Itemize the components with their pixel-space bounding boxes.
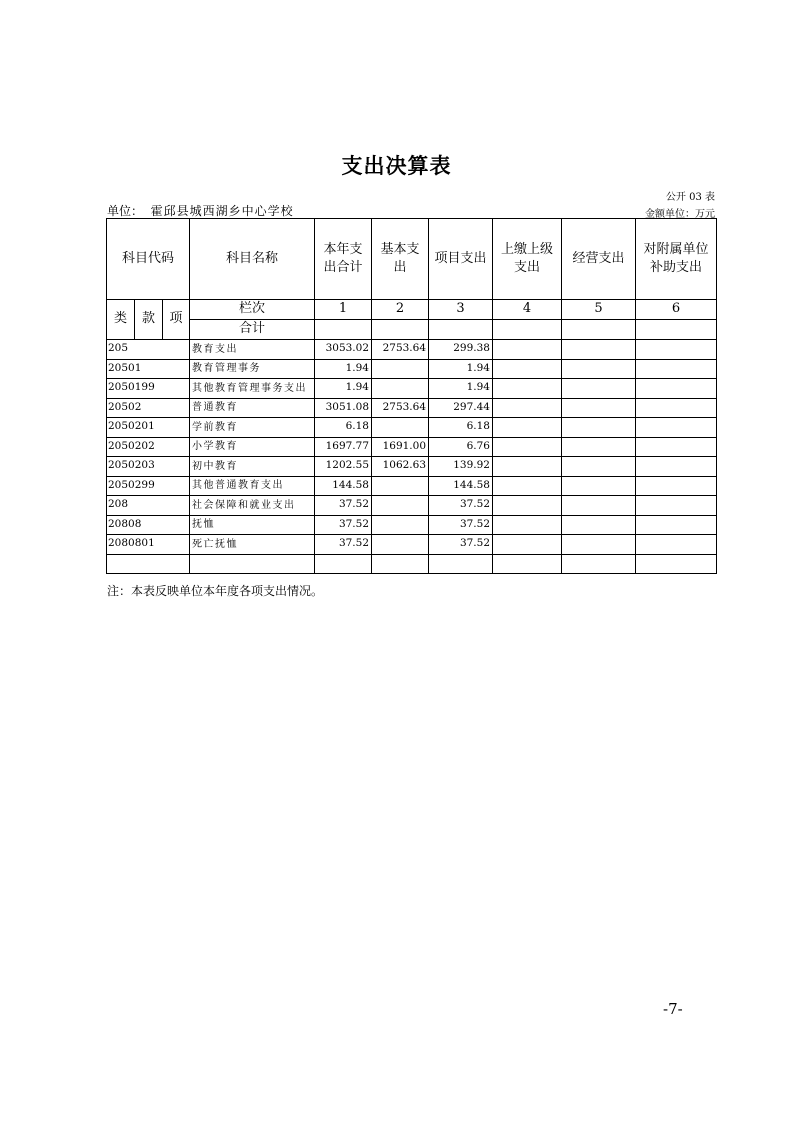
business-cell — [562, 418, 636, 438]
total-cell: 1202.55 — [315, 457, 372, 477]
total-cell: 1.94 — [315, 379, 372, 399]
subsidiary-cell — [636, 379, 717, 399]
empty-cell — [636, 320, 717, 340]
header-xiang: 项 — [163, 300, 190, 340]
subject-code-cell: 20501 — [107, 359, 190, 379]
page-number: -7- — [663, 1000, 683, 1018]
table-row — [107, 515, 717, 535]
project-cell: 37.52 — [429, 515, 493, 535]
business-cell — [562, 379, 636, 399]
subject-code-cell: 2050202 — [107, 437, 190, 457]
total-cell: 37.52 — [315, 496, 372, 516]
total-row — [107, 320, 717, 340]
subject-code-cell: 20808 — [107, 515, 190, 535]
upper-cell — [493, 515, 562, 535]
subject-name-cell: 小学教育 — [190, 437, 315, 457]
upper-cell — [493, 340, 562, 360]
header-kuan: 款 — [135, 300, 163, 340]
subject-name-cell: 教育管理事务 — [190, 359, 315, 379]
basic-cell: 2753.64 — [372, 340, 429, 360]
basic-cell — [372, 515, 429, 535]
project-cell: 144.58 — [429, 476, 493, 496]
table-row — [107, 418, 717, 438]
header-lanci: 栏次 — [190, 300, 315, 320]
business-cell — [562, 457, 636, 477]
column-number-row — [107, 300, 717, 320]
subject-code-cell: 208 — [107, 496, 190, 516]
header-upper: 上缴上级支出 — [493, 219, 562, 300]
business-cell — [562, 340, 636, 360]
basic-cell — [372, 535, 429, 555]
subject-name-cell: 教育支出 — [190, 340, 315, 360]
table-row — [107, 437, 717, 457]
subject-name-cell: 死亡抚恤 — [190, 535, 315, 555]
subsidiary-cell — [636, 554, 717, 574]
subject-code-cell: 2050201 — [107, 418, 190, 438]
col-number: 5 — [562, 300, 636, 320]
total-cell: 37.52 — [315, 515, 372, 535]
subsidiary-cell — [636, 398, 717, 418]
subsidiary-cell — [636, 496, 717, 516]
header-subsidiary: 对附属单位补助支出 — [636, 219, 717, 300]
upper-cell — [493, 535, 562, 555]
upper-cell — [493, 379, 562, 399]
table-row — [107, 496, 717, 516]
basic-cell — [372, 379, 429, 399]
unit-label: 单位： — [107, 204, 144, 218]
empty-cell — [429, 320, 493, 340]
upper-cell — [493, 554, 562, 574]
subject-name-cell: 社会保障和就业支出 — [190, 496, 315, 516]
expenditure-table — [106, 218, 717, 574]
basic-cell — [372, 476, 429, 496]
table-row — [107, 340, 717, 360]
form-number: 公开 03 表 — [665, 192, 715, 203]
project-cell: 6.18 — [429, 418, 493, 438]
upper-cell — [493, 457, 562, 477]
business-cell — [562, 398, 636, 418]
table-row — [107, 398, 717, 418]
empty-cell — [493, 320, 562, 340]
subject-name-cell: 抚恤 — [190, 515, 315, 535]
table-row — [107, 457, 717, 477]
header-heji: 合计 — [190, 320, 315, 340]
subject-name-cell — [190, 554, 315, 574]
header-total: 本年支出合计 — [315, 219, 372, 300]
subject-code-cell: 2050299 — [107, 476, 190, 496]
subject-code-cell — [107, 554, 190, 574]
business-cell — [562, 476, 636, 496]
upper-cell — [493, 359, 562, 379]
unit-line — [107, 202, 294, 219]
subsidiary-cell — [636, 476, 717, 496]
subsidiary-cell — [636, 418, 717, 438]
header-project: 项目支出 — [429, 219, 493, 300]
col-number: 2 — [372, 300, 429, 320]
upper-cell — [493, 476, 562, 496]
business-cell — [562, 437, 636, 457]
project-cell: 299.38 — [429, 340, 493, 360]
page-title: 支出决算表 — [341, 154, 452, 178]
basic-cell — [372, 418, 429, 438]
project-cell — [429, 554, 493, 574]
basic-cell — [372, 496, 429, 516]
total-cell: 37.52 — [315, 535, 372, 555]
table-row — [107, 476, 717, 496]
total-cell: 6.18 — [315, 418, 372, 438]
upper-cell — [493, 496, 562, 516]
subject-name-cell: 其他教育管理事务支出 — [190, 379, 315, 399]
business-cell — [562, 359, 636, 379]
basic-cell — [372, 359, 429, 379]
money-unit: 金额单位：万元 — [645, 209, 715, 220]
table-body — [107, 340, 717, 574]
upper-cell — [493, 437, 562, 457]
table-row — [107, 379, 717, 399]
basic-cell: 1062.63 — [372, 457, 429, 477]
header-business: 经营支出 — [562, 219, 636, 300]
total-cell: 1.94 — [315, 359, 372, 379]
col-number: 3 — [429, 300, 493, 320]
subject-code-cell: 2050203 — [107, 457, 190, 477]
subsidiary-cell — [636, 515, 717, 535]
subsidiary-cell — [636, 457, 717, 477]
table-row — [107, 359, 717, 379]
total-cell: 1697.77 — [315, 437, 372, 457]
total-cell: 144.58 — [315, 476, 372, 496]
project-cell: 37.52 — [429, 535, 493, 555]
empty-cell — [315, 320, 372, 340]
total-cell: 3051.08 — [315, 398, 372, 418]
project-cell: 297.44 — [429, 398, 493, 418]
basic-cell: 1691.00 — [372, 437, 429, 457]
total-cell — [315, 554, 372, 574]
basic-cell — [372, 554, 429, 574]
subject-name-cell: 初中教育 — [190, 457, 315, 477]
subsidiary-cell — [636, 437, 717, 457]
total-cell: 3053.02 — [315, 340, 372, 360]
subsidiary-cell — [636, 340, 717, 360]
header-code: 科目代码 — [107, 219, 190, 300]
table-row — [107, 554, 717, 574]
table-row — [107, 535, 717, 555]
subject-code-cell: 20502 — [107, 398, 190, 418]
business-cell — [562, 496, 636, 516]
project-cell: 139.92 — [429, 457, 493, 477]
business-cell — [562, 554, 636, 574]
subsidiary-cell — [636, 359, 717, 379]
upper-cell — [493, 418, 562, 438]
empty-cell — [562, 320, 636, 340]
subject-code-cell: 2080801 — [107, 535, 190, 555]
project-cell: 1.94 — [429, 379, 493, 399]
subject-code-cell: 205 — [107, 340, 190, 360]
subject-code-cell: 2050199 — [107, 379, 190, 399]
header-basic: 基本支出 — [372, 219, 429, 300]
col-number: 1 — [315, 300, 372, 320]
table-note: 注：本表反映单位本年度各项支出情况。 — [107, 584, 324, 598]
subsidiary-cell — [636, 535, 717, 555]
basic-cell: 2753.64 — [372, 398, 429, 418]
subject-name-cell: 普通教育 — [190, 398, 315, 418]
business-cell — [562, 535, 636, 555]
col-number: 4 — [493, 300, 562, 320]
project-cell: 1.94 — [429, 359, 493, 379]
subject-name-cell: 学前教育 — [190, 418, 315, 438]
col-number: 6 — [636, 300, 717, 320]
header-name: 科目名称 — [190, 219, 315, 300]
project-cell: 6.76 — [429, 437, 493, 457]
upper-cell — [493, 398, 562, 418]
empty-cell — [372, 320, 429, 340]
unit-name: 霍邱县城西湖乡中心学校 — [150, 204, 294, 218]
header-lei: 类 — [107, 300, 135, 340]
project-cell: 37.52 — [429, 496, 493, 516]
business-cell — [562, 515, 636, 535]
subject-name-cell: 其他普通教育支出 — [190, 476, 315, 496]
header-row — [107, 219, 717, 300]
